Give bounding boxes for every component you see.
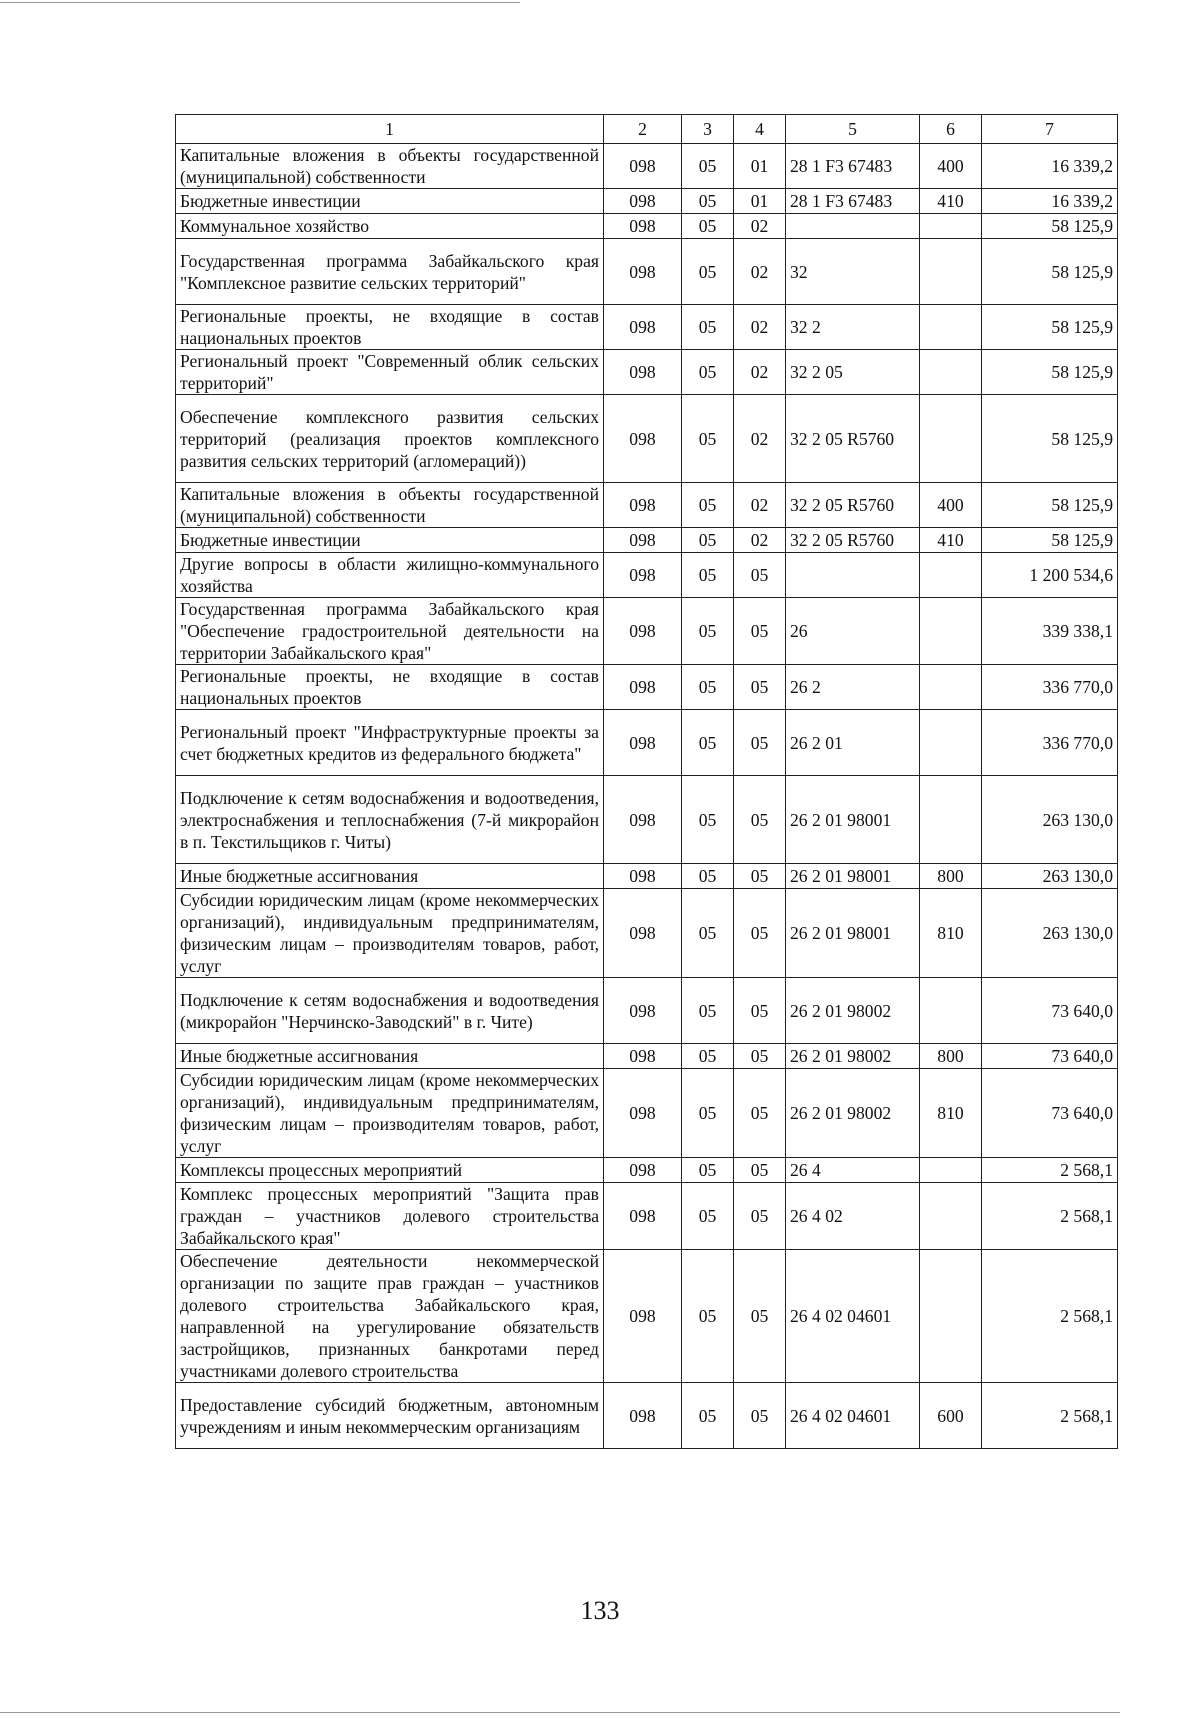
scan-edge-bottom [0,1712,1120,1713]
row-expense-type: 410 [920,189,982,214]
table-row [176,305,1118,350]
row-grbs-code: 098 [604,239,682,305]
table-row [176,239,1118,305]
row-amount: 263 130,0 [982,864,1118,889]
row-section-code: 05 [682,665,734,710]
row-subsection-code: 05 [734,1250,786,1383]
row-name: Субсидии юридическим лицам (кроме некоммерческих организаций), индивидуальным предпринимателям, физическим лицам – производителям товаров, работ, услуг [176,1069,604,1158]
row-amount: 2 568,1 [982,1158,1118,1183]
row-name: Региональные проекты, не входящие в состав национальных проектов [176,305,604,350]
row-section-code: 05 [682,1069,734,1158]
row-name: Бюджетные инвестиции [176,189,604,214]
row-grbs-code: 098 [604,144,682,189]
row-expense-type: 800 [920,1044,982,1069]
table-row [176,1158,1118,1183]
row-target-article: 26 2 [786,665,920,710]
row-subsection-code: 02 [734,239,786,305]
row-target-article: 32 2 05 R5760 [786,483,920,528]
row-amount: 336 770,0 [982,665,1118,710]
table-row [176,1383,1118,1449]
row-section-code: 05 [682,395,734,483]
table-body [176,144,1118,1449]
row-grbs-code: 098 [604,528,682,553]
row-grbs-code: 098 [604,395,682,483]
table-row [176,1069,1118,1158]
row-section-code: 05 [682,189,734,214]
row-grbs-code: 098 [604,665,682,710]
row-grbs-code: 098 [604,305,682,350]
page-number: 133 [580,1596,620,1625]
row-amount: 73 640,0 [982,1069,1118,1158]
row-section-code: 05 [682,864,734,889]
column-header-1: 1 [176,115,604,144]
row-grbs-code: 098 [604,1044,682,1069]
row-grbs-code: 098 [604,598,682,665]
row-expense-type: 810 [920,889,982,978]
table-row [176,710,1118,776]
column-header-6: 6 [920,115,982,144]
column-header-3: 3 [682,115,734,144]
row-section-code: 05 [682,1250,734,1383]
row-section-code: 05 [682,1158,734,1183]
row-subsection-code: 05 [734,553,786,598]
row-expense-type [920,710,982,776]
row-expense-type [920,1158,982,1183]
row-expense-type: 600 [920,1383,982,1449]
row-amount: 339 338,1 [982,598,1118,665]
row-name: Капитальные вложения в объекты государственной (муниципальной) собственности [176,483,604,528]
row-expense-type [920,305,982,350]
row-subsection-code: 05 [734,665,786,710]
column-header-2: 2 [604,115,682,144]
row-amount: 58 125,9 [982,305,1118,350]
row-amount: 58 125,9 [982,214,1118,239]
row-grbs-code: 098 [604,553,682,598]
table-row [176,483,1118,528]
row-section-code: 05 [682,214,734,239]
row-subsection-code: 05 [734,864,786,889]
row-target-article: 28 1 F3 67483 [786,144,920,189]
row-grbs-code: 098 [604,889,682,978]
table-row [176,978,1118,1044]
row-expense-type [920,978,982,1044]
row-target-article: 26 4 02 [786,1183,920,1250]
row-subsection-code: 02 [734,305,786,350]
table-row [176,1183,1118,1250]
row-subsection-code: 02 [734,350,786,395]
row-target-article: 26 4 02 04601 [786,1250,920,1383]
row-grbs-code: 098 [604,776,682,864]
table-row [176,214,1118,239]
row-grbs-code: 098 [604,710,682,776]
row-section-code: 05 [682,483,734,528]
row-expense-type: 400 [920,144,982,189]
row-target-article: 26 2 01 98002 [786,1069,920,1158]
row-amount: 336 770,0 [982,710,1118,776]
row-subsection-code: 05 [734,1158,786,1183]
row-target-article: 26 2 01 98001 [786,864,920,889]
table-row [176,144,1118,189]
row-subsection-code: 05 [734,776,786,864]
row-expense-type: 810 [920,1069,982,1158]
row-amount: 2 568,1 [982,1383,1118,1449]
row-subsection-code: 02 [734,395,786,483]
row-target-article [786,553,920,598]
row-expense-type [920,350,982,395]
row-amount: 73 640,0 [982,1044,1118,1069]
row-target-article [786,214,920,239]
row-subsection-code: 05 [734,978,786,1044]
row-expense-type: 800 [920,864,982,889]
table-row [176,864,1118,889]
table-row [176,189,1118,214]
row-section-code: 05 [682,1383,734,1449]
header-row [176,115,1118,144]
row-name: Предоставление субсидий бюджетным, автономным учреждениям и иным некоммерческим организациям [176,1383,604,1449]
table-row [176,889,1118,978]
row-target-article: 26 2 01 98001 [786,889,920,978]
row-target-article: 26 2 01 98002 [786,978,920,1044]
row-subsection-code: 05 [734,1183,786,1250]
row-name: Капитальные вложения в объекты государственной (муниципальной) собственности [176,144,604,189]
row-expense-type [920,395,982,483]
row-name: Комплекс процессных мероприятий "Защита прав граждан – участников долевого строительства Забайкальского края" [176,1183,604,1250]
row-name: Коммунальное хозяйство [176,214,604,239]
row-subsection-code: 05 [734,710,786,776]
row-name: Иные бюджетные ассигнования [176,864,604,889]
row-expense-type [920,598,982,665]
row-target-article: 28 1 F3 67483 [786,189,920,214]
row-section-code: 05 [682,553,734,598]
table-row [176,395,1118,483]
row-section-code: 05 [682,1183,734,1250]
row-subsection-code: 02 [734,528,786,553]
row-subsection-code: 01 [734,189,786,214]
row-section-code: 05 [682,598,734,665]
row-section-code: 05 [682,305,734,350]
row-target-article: 32 2 [786,305,920,350]
row-section-code: 05 [682,528,734,553]
row-target-article: 32 2 05 [786,350,920,395]
scan-edge-top [0,2,520,3]
row-expense-type [920,214,982,239]
row-name: Обеспечение комплексного развития сельских территорий (реализация проектов комплексного развития сельских территорий (агломераций)) [176,395,604,483]
row-section-code: 05 [682,710,734,776]
row-name: Государственная программа Забайкальского края "Обеспечение градостроительной деятельности на территории Забайкальского края" [176,598,604,665]
row-amount: 73 640,0 [982,978,1118,1044]
row-expense-type [920,553,982,598]
row-amount: 58 125,9 [982,239,1118,305]
row-target-article: 32 [786,239,920,305]
row-subsection-code: 05 [734,598,786,665]
row-target-article: 26 2 01 [786,710,920,776]
row-subsection-code: 05 [734,889,786,978]
row-name: Субсидии юридическим лицам (кроме некоммерческих организаций), индивидуальным предпринимателям, физическим лицам – производителям товаров, работ, услуг [176,889,604,978]
table-row [176,665,1118,710]
table-row [176,528,1118,553]
row-name: Обеспечение деятельности некоммерческой организации по защите прав граждан – участников долевого строительства Забайкальского края, направленной на урегулирование обязательств застройщиков, признанных банкротами перед участниками долевого строительства [176,1250,604,1383]
table-row [176,350,1118,395]
row-amount: 263 130,0 [982,889,1118,978]
row-amount: 1 200 534,6 [982,553,1118,598]
row-grbs-code: 098 [604,214,682,239]
row-name: Подключение к сетям водоснабжения и водоотведения, электроснабжения и теплоснабжения (7-й микрорайон в п. Текстильщиков г. Читы) [176,776,604,864]
row-section-code: 05 [682,239,734,305]
row-amount: 58 125,9 [982,350,1118,395]
row-expense-type: 400 [920,483,982,528]
row-section-code: 05 [682,978,734,1044]
row-name: Региональный проект "Инфраструктурные проекты за счет бюджетных кредитов из федерального бюджета" [176,710,604,776]
table-row [176,598,1118,665]
row-name: Другие вопросы в области жилищно-коммунального хозяйства [176,553,604,598]
row-section-code: 05 [682,1044,734,1069]
row-grbs-code: 098 [604,189,682,214]
row-expense-type [920,1250,982,1383]
row-name: Комплексы процессных мероприятий [176,1158,604,1183]
row-target-article: 32 2 05 R5760 [786,395,920,483]
row-amount: 2 568,1 [982,1250,1118,1383]
row-name: Региональный проект "Современный облик сельских территорий" [176,350,604,395]
row-expense-type [920,776,982,864]
row-name: Иные бюджетные ассигнования [176,1044,604,1069]
table-row [176,776,1118,864]
row-grbs-code: 098 [604,1250,682,1383]
row-name: Государственная программа Забайкальского края "Комплексное развитие сельских территорий" [176,239,604,305]
table-row [176,1250,1118,1383]
row-name: Бюджетные инвестиции [176,528,604,553]
row-amount: 16 339,2 [982,189,1118,214]
row-target-article: 26 4 [786,1158,920,1183]
row-subsection-code: 05 [734,1383,786,1449]
column-header-5: 5 [786,115,920,144]
row-expense-type: 410 [920,528,982,553]
row-grbs-code: 098 [604,1069,682,1158]
row-expense-type [920,665,982,710]
row-subsection-code: 02 [734,214,786,239]
column-header-7: 7 [982,115,1118,144]
row-amount: 58 125,9 [982,528,1118,553]
table-row [176,553,1118,598]
column-header-4: 4 [734,115,786,144]
row-amount: 2 568,1 [982,1183,1118,1250]
row-expense-type [920,1183,982,1250]
row-target-article: 32 2 05 R5760 [786,528,920,553]
row-amount: 58 125,9 [982,395,1118,483]
row-grbs-code: 098 [604,1158,682,1183]
row-section-code: 05 [682,889,734,978]
row-grbs-code: 098 [604,350,682,395]
row-expense-type [920,239,982,305]
row-subsection-code: 01 [734,144,786,189]
row-name: Региональные проекты, не входящие в состав национальных проектов [176,665,604,710]
table-row [176,1044,1118,1069]
row-target-article: 26 2 01 98002 [786,1044,920,1069]
row-grbs-code: 098 [604,864,682,889]
row-target-article: 26 [786,598,920,665]
row-target-article: 26 2 01 98001 [786,776,920,864]
budget-table [175,114,1118,1449]
row-subsection-code: 05 [734,1069,786,1158]
row-section-code: 05 [682,144,734,189]
row-amount: 58 125,9 [982,483,1118,528]
row-section-code: 05 [682,776,734,864]
row-grbs-code: 098 [604,978,682,1044]
row-target-article: 26 4 02 04601 [786,1383,920,1449]
row-section-code: 05 [682,350,734,395]
row-grbs-code: 098 [604,1383,682,1449]
row-name: Подключение к сетям водоснабжения и водоотведения (микрорайон "Нерчинско-Заводский" в г. Чите) [176,978,604,1044]
row-amount: 263 130,0 [982,776,1118,864]
row-grbs-code: 098 [604,1183,682,1250]
row-amount: 16 339,2 [982,144,1118,189]
row-grbs-code: 098 [604,483,682,528]
row-subsection-code: 02 [734,483,786,528]
row-subsection-code: 05 [734,1044,786,1069]
